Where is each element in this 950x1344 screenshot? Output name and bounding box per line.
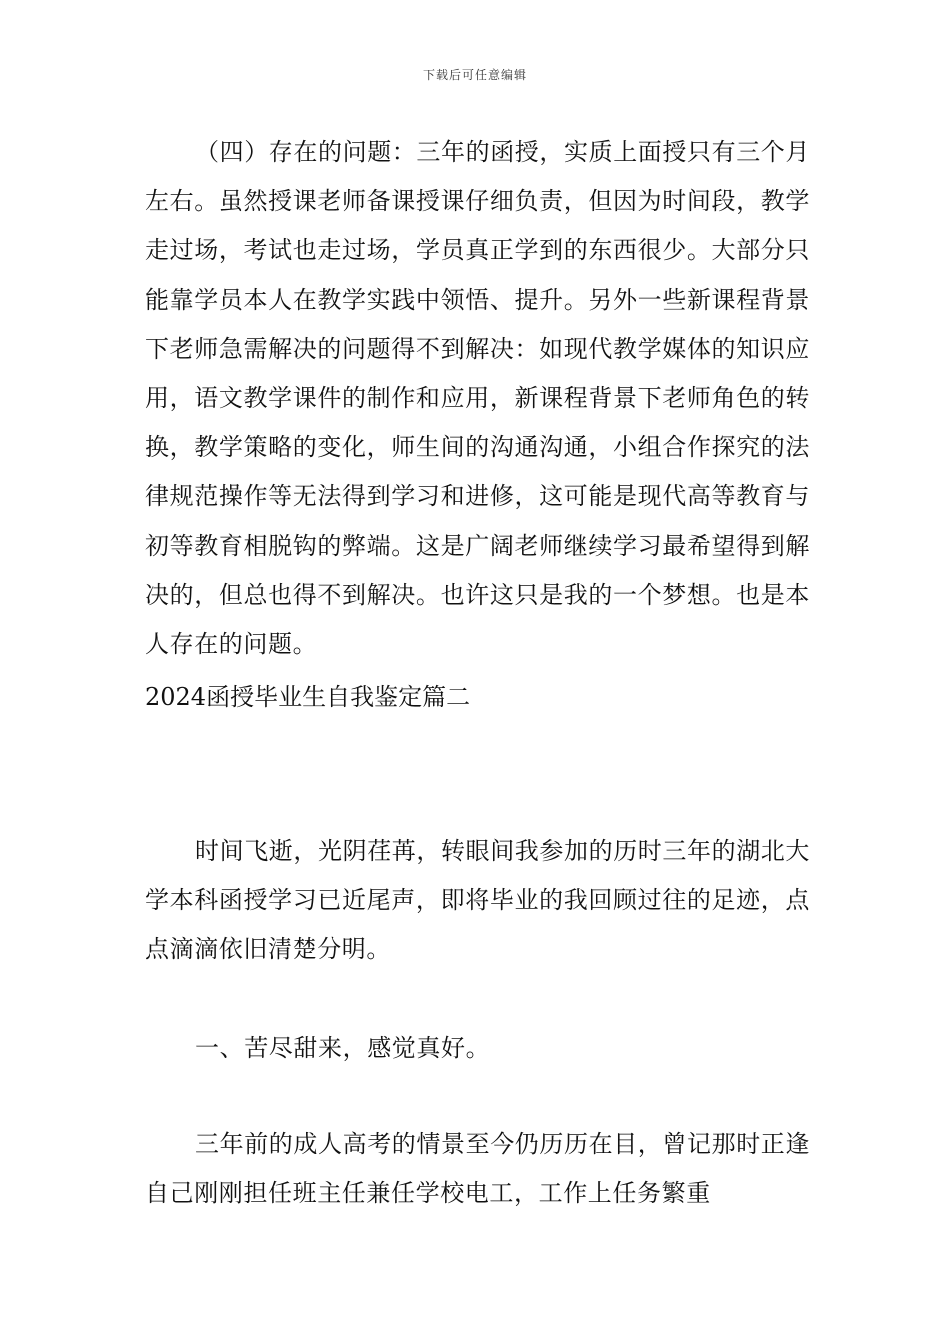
- paragraph-intro: 时间飞逝，光阴荏苒，转眼间我参加的历时三年的湖北大学本科函授学习已近尾声，即将毕业的我回顾过往的足迹，点点滴滴依旧清楚分明。: [145, 837, 810, 964]
- section-title: 2024函授毕业生自我鉴定篇二: [145, 683, 471, 711]
- paragraph-memory: 三年前的成人高考的情景至今仍历历在目，曾记那时正逢自己刚刚担任班主任兼任学校电工，工作上任务繁重: [145, 1130, 810, 1208]
- paragraph-point-one: 一、苦尽甜来，感觉真好。: [195, 1034, 491, 1062]
- paragraph-problems: （四）存在的问题：三年的函授，实质上面授只有三个月左右。虽然授课老师备课授课仔细负责，但因为时间段，教学走过场，考试也走过场，学员真正学到的东西很少。大部分只能靠学员本人在教学实践中领悟、提升。另外一些新课程背景下老师急需解决的问题得不到解决：如现代教学媒体的知识应用，语文教学课件的制作和应用，新课程背景下老师角色的转换，教学策略的变化，师生间的沟通沟通，小组合作探究的法律规范操作等无法得到学习和进修，这可能是现代高等教育与初等教育相脱钩的弊端。这是广阔老师继续学习最希望得到解决的，但总也得不到解决。也许这只是我的一个梦想。也是本人存在的问题。: [145, 138, 810, 659]
- header-note: 下载后可任意编辑: [422, 68, 527, 82]
